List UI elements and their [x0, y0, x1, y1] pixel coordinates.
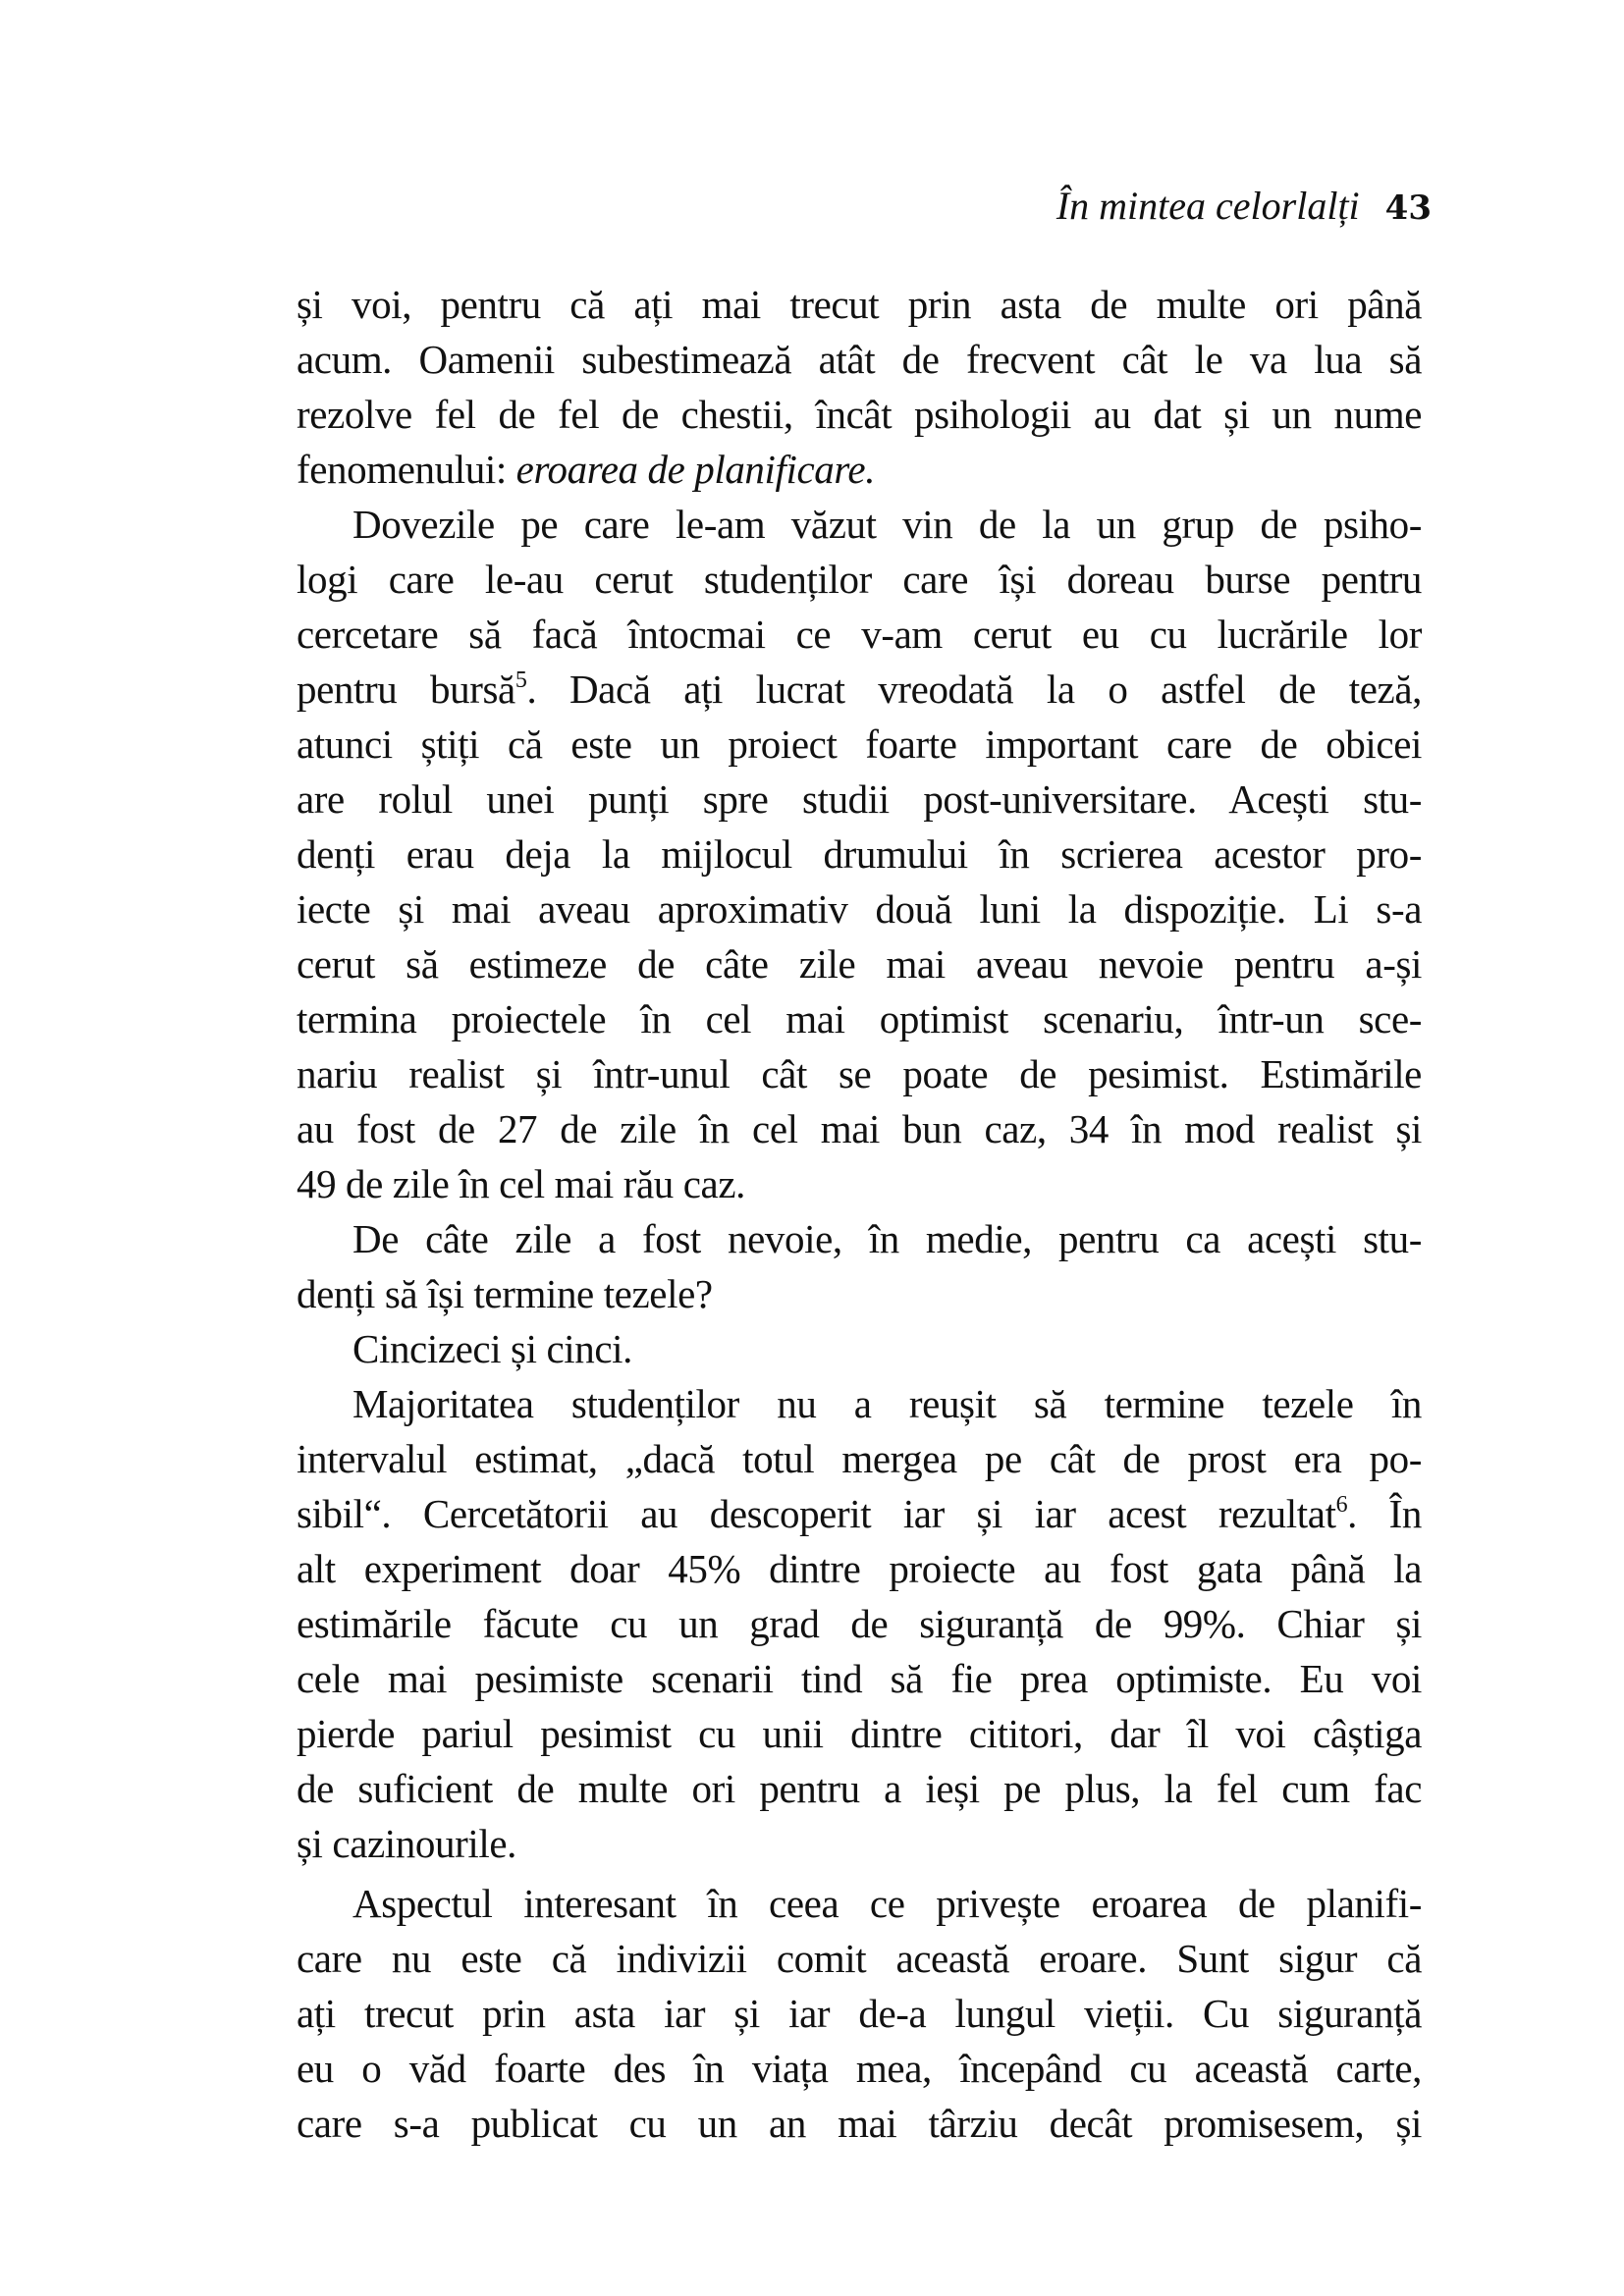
chapter-title: În mintea celorlalți: [1056, 184, 1360, 228]
body-text: [297, 277, 1422, 2151]
text-line: ați trecut prin asta iar și iar de-a lungul vieții. Cu siguranță: [297, 1991, 1422, 2036]
text-line: pierde pariul pesimist cu unii dintre cititori, dar îl voi câștiga: [297, 1711, 1422, 1756]
text-line: rezolve fel de fel de chestii, încât psihologii au dat și un nume: [297, 392, 1422, 437]
text-line: Cincizeci și cinci.: [352, 1326, 632, 1371]
text-line: Dovezile pe care le-am văzut vin de la un grup de psiho-: [352, 502, 1422, 547]
text-line: cele mai pesimiste scenarii tind să fie prea optimiste. Eu voi: [297, 1656, 1422, 1701]
text-line: logi care le-au cerut studenților care își doreau burse pentru: [297, 557, 1422, 602]
page-number: 43: [1384, 188, 1432, 228]
text-line: Aspectul interesant în ceea ce privește eroarea de planifi-: [352, 1881, 1422, 1926]
text-line: atunci știți că este un proiect foarte important care de obicei: [297, 721, 1422, 767]
text-line: care nu este că indivizii comit această eroare. Sunt sigur că: [297, 1936, 1422, 1981]
text-span: pentru bursă: [297, 667, 515, 712]
italic-term: eroarea de planificare.: [515, 447, 876, 492]
text-span: sibil“. Cercetătorii au descoperit iar și iar acest rezultat: [297, 1491, 1336, 1536]
text-line: iecte și mai aveau aproximativ două luni la dispoziție. Li s-a: [297, 886, 1422, 932]
footnote-reference: 5: [514, 667, 527, 693]
text-line: de suficient de multe ori pentru a ieși pe plus, la fel cum fac: [297, 1766, 1422, 1811]
text-line: are rolul unei punți spre studii post-universitare. Acești stu-: [297, 776, 1422, 822]
text-line: [297, 442, 1422, 497]
text-span: fenomenului:: [297, 447, 516, 492]
text-line: denți să își termine tezele?: [297, 1271, 713, 1316]
text-line: termina proiectele în cel mai optimist scenariu, într-un sce-: [297, 996, 1422, 1041]
text-line: [297, 1486, 1422, 1541]
text-line: De câte zile a fost nevoie, în medie, pentru ca acești stu-: [352, 1216, 1422, 1261]
text-line: și cazinourile.: [297, 1821, 516, 1866]
running-header: [1056, 183, 1432, 232]
text-span: . Dacă ați lucrat vreodată la o astfel de teză,: [526, 667, 1422, 712]
text-line: și voi, pentru că ați mai trecut prin asta de multe ori până: [297, 282, 1422, 327]
text-line: care s-a publicat cu un an mai târziu decât promisesem, și: [297, 2101, 1422, 2146]
text-line: cerut să estimeze de câte zile mai aveau nevoie pentru a-și: [297, 941, 1422, 987]
text-line: 49 de zile în cel mai rău caz.: [297, 1161, 745, 1206]
text-span: . În: [1347, 1491, 1422, 1536]
text-line: au fost de 27 de zile în cel mai bun caz, 34 în mod realist și: [297, 1106, 1422, 1151]
text-line: intervalul estimat, „dacă totul mergea pe cât de prost era po-: [297, 1436, 1422, 1481]
text-line: alt experiment doar 45% dintre proiecte au fost gata până la: [297, 1546, 1422, 1591]
text-line: estimările făcute cu un grad de siguranță de 99%. Chiar și: [297, 1601, 1422, 1646]
text-line: nariu realist și într-unul cât se poate de pesimist. Estimările: [297, 1051, 1422, 1096]
text-line: eu o văd foarte des în viața mea, începând cu această carte,: [297, 2046, 1422, 2091]
text-line: [297, 662, 1422, 717]
footnote-reference: 6: [1335, 1492, 1348, 1518]
text-line: denți erau deja la mijlocul drumului în scrierea acestor pro-: [297, 831, 1422, 877]
text-line: acum. Oamenii subestimează atât de frecvent cât le va lua să: [297, 337, 1422, 382]
text-line: Majoritatea studenților nu a reușit să termine tezele în: [352, 1381, 1422, 1426]
text-line: cercetare să facă întocmai ce v-am cerut eu cu lucrările lor: [297, 612, 1422, 657]
